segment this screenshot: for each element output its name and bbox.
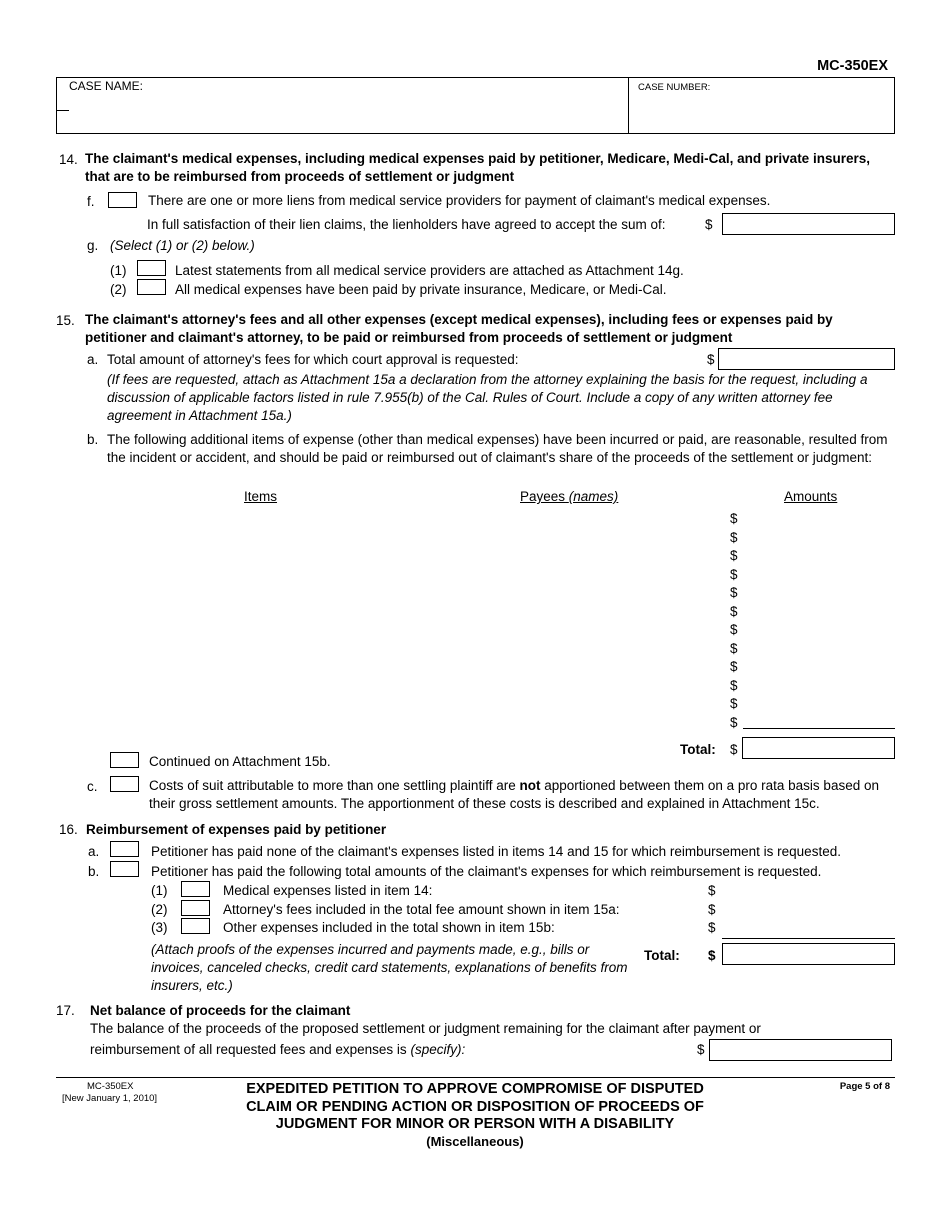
item14f-letter: f. (87, 194, 95, 209)
item16-number: 16. (59, 822, 78, 837)
item15-title: The claimant's attorney's fees and all other expenses (except medical expenses), including fees or expenses paid by petitioner and claimant's attorney, to be paid or reimbursed from proceeds of settlement or judgment (85, 312, 833, 346)
col-items-header: Items (244, 489, 278, 504)
item17-number: 17. (56, 1003, 75, 1018)
footer-title-line-3: JUDGMENT FOR MINOR OR PERSON WITH A DISABILITY (275, 1116, 675, 1133)
item17-text-2a: reimbursement of all requested fees and expenses is (90, 1042, 407, 1057)
expense-row[interactable] (108, 658, 893, 676)
footer-revision: [New January 1, 2010] (62, 1093, 158, 1104)
expense-row[interactable] (108, 510, 893, 528)
footer-subtitle: (Miscellaneous) (426, 1134, 524, 1150)
item15b-total-field[interactable] (742, 737, 895, 759)
case-number-field[interactable] (636, 96, 888, 130)
dollar-sign: $ (705, 217, 713, 232)
expense-row-dollar: $ (730, 603, 738, 619)
item14-title: The claimant's medical expenses, including medical expenses paid by petitioner, Medicare, Medi-Cal, and private insurers, that are to be reimbursed from proceeds of settlement or judgment (85, 151, 870, 185)
expense-row-dollar: $ (730, 677, 738, 693)
item16b1-text: Medical expenses listed in item 14: (223, 883, 433, 898)
dollar-sign: $ (708, 920, 716, 935)
item15c-text-1: Costs of suit attributable to more than one settling plaintiff are (149, 778, 516, 793)
item16b3-text: Other expenses included in the total shown in item 15b: (223, 920, 555, 935)
item16b2-checkbox[interactable] (181, 900, 210, 916)
item15a-text: Total amount of attorney's fees for which court approval is requested: (107, 352, 519, 367)
expense-row-dollar: $ (730, 696, 738, 711)
dollar-sign: $ (707, 352, 715, 367)
item16b3-checkbox[interactable] (181, 918, 210, 934)
expense-row-dollar: $ (730, 548, 738, 563)
item14f-text: There are one or more liens from medical service providers for payment of claimant's medical expenses. (148, 193, 771, 208)
net-balance-field[interactable] (709, 1039, 892, 1061)
case-name-tick (57, 110, 69, 111)
attorney-fees-field[interactable] (718, 348, 895, 370)
item14g2-text: All medical expenses have been paid by private insurance, Medicare, or Medi-Cal. (175, 282, 667, 297)
expense-subtotal-line (743, 728, 895, 729)
item14-number: 14. (59, 152, 78, 167)
footer-title-line-2: CLAIM OR PENDING ACTION OR DISPOSITION OF PROCEEDS OF (246, 1098, 704, 1115)
item16b-checkbox[interactable] (110, 861, 139, 877)
item15b-text: The following additional items of expense (other than medical expenses) have been incurred or paid, are reasonable, resulted from the incident or accident, and should be paid or reimbursed out of claimant's share of the proceeds of the settlement or judgment: (107, 432, 888, 466)
case-number-label: CASE NUMBER: (638, 82, 711, 93)
dollar-sign: $ (730, 742, 738, 757)
continued-15b-checkbox[interactable] (110, 752, 139, 768)
expense-row[interactable] (108, 695, 893, 713)
item17-text-1: The balance of the proceeds of the proposed settlement or judgment remaining for the claimant after payment or (90, 1021, 761, 1036)
item15c-not: not (519, 778, 541, 793)
col-payees-note: (names) (568, 489, 619, 504)
footer-form-id: MC-350EX (87, 1081, 134, 1092)
item15a-note: (If fees are requested, attach as Attachment 15a a declaration from the attorney explaining the basis for the request, including a discussion of applicable factors listed in rule 7.955(b) of the Cal. Rules of Court. Include a copy of any written attorney fee agreement in Attachment 15a.) (107, 372, 868, 424)
item16-title: Reimbursement of expenses paid by petitioner (86, 822, 387, 837)
item16-total-field[interactable] (722, 943, 895, 965)
item14f-subtext: In full satisfaction of their lien claims, the lienholders have agreed to accept the sum of: (147, 217, 666, 232)
lien-amount-field[interactable] (722, 213, 895, 235)
item16b1-num: (1) (151, 883, 168, 898)
item14g2-num: (2) (110, 282, 127, 297)
expense-row-dollar: $ (730, 585, 738, 600)
expense-row-dollar: $ (730, 511, 738, 526)
col-payees-label: Payees (520, 489, 566, 504)
dollar-sign: $ (708, 883, 716, 898)
expense-row-dollar: $ (730, 659, 738, 674)
item16-total-label: Total: (644, 948, 680, 963)
item16a-text: Petitioner has paid none of the claimant's expenses listed in items 14 and 15 for which reimbursement is requested. (151, 844, 841, 859)
expense-row-dollar: $ (730, 622, 738, 637)
expense-row[interactable] (108, 529, 893, 547)
item15c-text-2: apportioned between them on a pro rata basis based on their gross settlement amounts. The apportionment of these costs is described and explained in Attachment 15c. (149, 778, 879, 812)
item15c-letter: c. (87, 779, 98, 794)
item14g1-checkbox[interactable] (137, 260, 166, 276)
footer-rule (56, 1077, 895, 1078)
expense-row[interactable] (108, 677, 893, 695)
item14g1-text: Latest statements from all medical service providers are attached as Attachment 14g. (175, 263, 684, 278)
expense-row[interactable] (108, 640, 893, 658)
expense-row[interactable] (108, 584, 893, 602)
item15c-text (149, 777, 894, 813)
item16a-checkbox[interactable] (110, 841, 139, 857)
item14g2-checkbox[interactable] (137, 279, 166, 295)
item15a-letter: a. (87, 352, 99, 367)
col-payees-header (520, 488, 618, 506)
item16b2-num: (2) (151, 902, 168, 917)
case-header-divider (628, 77, 629, 134)
item14f-checkbox[interactable] (108, 192, 137, 208)
item16b3-num: (3) (151, 920, 168, 935)
item15b-letter: b. (87, 432, 99, 447)
item16b-text: Petitioner has paid the following total amounts of the claimant's expenses for which reimbursement is requested. (151, 864, 822, 879)
item16b1-checkbox[interactable] (181, 881, 210, 897)
footer-page: Page 5 of 8 (839, 1081, 890, 1092)
expense-row-dollar: $ (730, 714, 738, 730)
footer-title-line-1: EXPEDITED PETITION TO APPROVE COMPROMISE OF DISPUTED (246, 1081, 704, 1097)
continued-15b-text: Continued on Attachment 15b. (149, 754, 331, 769)
item16-note: (Attach proofs of the expenses incurred and payments made, e.g., bills or invoices, canceled checks, credit card statements, explanations of benefits from insurers, etc.) (151, 942, 628, 994)
case-name-field[interactable] (70, 96, 620, 130)
expense-row[interactable] (108, 547, 893, 565)
item16b-letter: b. (88, 864, 100, 879)
dollar-sign: $ (708, 948, 716, 963)
case-name-label: CASE NAME: (69, 79, 144, 93)
item17-text-2 (90, 1041, 465, 1059)
item16-subtotal-line (722, 938, 895, 939)
expense-row-dollar: $ (730, 640, 738, 656)
item16b2-text: Attorney's fees included in the total fee amount shown in item 15a: (223, 902, 620, 917)
footer-title (200, 1081, 750, 1150)
item14g-letter: g. (87, 238, 99, 253)
dollar-sign: $ (697, 1042, 705, 1057)
item15-number: 15. (56, 313, 75, 328)
expense-row-dollar: $ (730, 566, 738, 582)
item15c-checkbox[interactable] (110, 776, 139, 792)
col-amounts-header: Amounts (784, 489, 838, 504)
expense-row[interactable] (108, 621, 893, 639)
item17-specify: (specify): (410, 1042, 466, 1057)
item14g1-num: (1) (110, 263, 127, 278)
item16a-letter: a. (88, 844, 100, 859)
form-id: MC-350EX (817, 58, 888, 74)
dollar-sign: $ (708, 902, 716, 917)
item14g-text: (Select (1) or (2) below.) (110, 238, 255, 253)
expense-row-dollar: $ (730, 529, 738, 545)
expense-row[interactable] (108, 566, 893, 584)
expense-row[interactable] (108, 603, 893, 621)
item15b-total-label: Total: (680, 742, 716, 757)
item17-title: Net balance of proceeds for the claimant (90, 1003, 351, 1018)
